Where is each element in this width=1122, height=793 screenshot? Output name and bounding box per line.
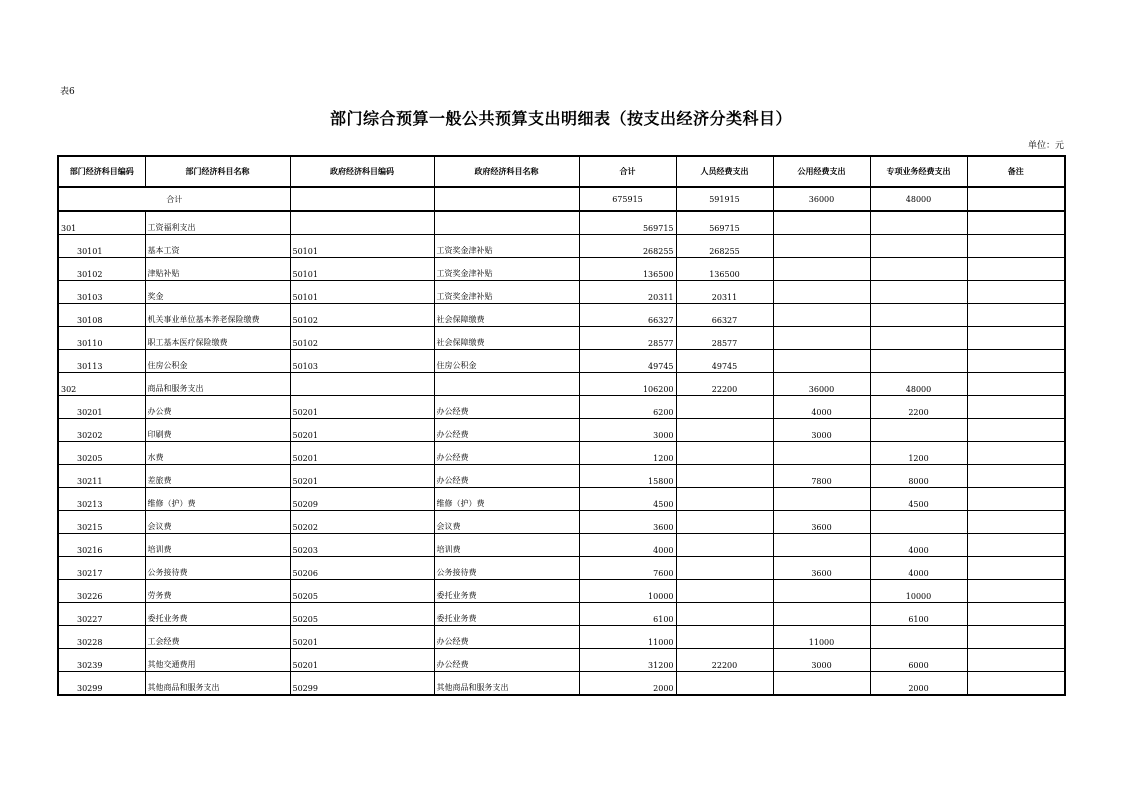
cell-special bbox=[870, 511, 967, 534]
cell-personnel bbox=[676, 419, 773, 442]
cell-special bbox=[870, 304, 967, 327]
cell-total: 6200 bbox=[579, 396, 676, 419]
cell-gov-name: 培训费 bbox=[434, 534, 579, 557]
cell-gov-name: 办公经费 bbox=[434, 649, 579, 672]
cell-total: 136500 bbox=[579, 258, 676, 281]
cell-public bbox=[773, 350, 870, 373]
cell-gov-name: 公务接待费 bbox=[434, 557, 579, 580]
cell-personnel bbox=[676, 603, 773, 626]
table-row bbox=[58, 258, 1065, 281]
cell-public: 7800 bbox=[773, 465, 870, 488]
cell-special: 6100 bbox=[870, 603, 967, 626]
table-row bbox=[58, 211, 1065, 235]
cell-gov-name: 办公经费 bbox=[434, 442, 579, 465]
cell-gov-name: 社会保障缴费 bbox=[434, 327, 579, 350]
cell-public: 3600 bbox=[773, 511, 870, 534]
cell-gov-name: 工资奖金津补贴 bbox=[434, 235, 579, 258]
cell-remarks bbox=[967, 327, 1065, 350]
cell-public bbox=[773, 672, 870, 696]
table-row bbox=[58, 235, 1065, 258]
cell-dept-name: 印刷费 bbox=[145, 419, 290, 442]
col-header-total: 合计 bbox=[579, 156, 676, 187]
cell-public bbox=[773, 281, 870, 304]
header-row bbox=[58, 156, 1065, 187]
cell-public bbox=[773, 488, 870, 511]
table-row bbox=[58, 672, 1065, 696]
table-row bbox=[58, 488, 1065, 511]
cell-dept-code: 302 bbox=[58, 373, 145, 396]
cell-gov-code: 50206 bbox=[290, 557, 434, 580]
cell-dept-code: 30213 bbox=[58, 488, 145, 511]
cell-special: 4000 bbox=[870, 557, 967, 580]
cell-personnel: 136500 bbox=[676, 258, 773, 281]
cell-public bbox=[773, 304, 870, 327]
cell-personnel bbox=[676, 534, 773, 557]
cell-public bbox=[773, 534, 870, 557]
cell-gov-name: 工资奖金津补贴 bbox=[434, 258, 579, 281]
cell-personnel: 268255 bbox=[676, 235, 773, 258]
table-row bbox=[58, 557, 1065, 580]
cell-dept-name: 培训费 bbox=[145, 534, 290, 557]
cell-dept-name: 其他商品和服务支出 bbox=[145, 672, 290, 696]
cell-remarks bbox=[967, 350, 1065, 373]
table-row bbox=[58, 350, 1065, 373]
cell-dept-code: 30201 bbox=[58, 396, 145, 419]
cell-gov-name: 办公经费 bbox=[434, 626, 579, 649]
cell-gov-code: 50201 bbox=[290, 626, 434, 649]
cell-gov-code: 50102 bbox=[290, 327, 434, 350]
cell-total: 3600 bbox=[579, 511, 676, 534]
cell-public bbox=[773, 603, 870, 626]
cell-dept-code: 30205 bbox=[58, 442, 145, 465]
budget-table bbox=[57, 155, 1066, 696]
cell-dept-name: 差旅费 bbox=[145, 465, 290, 488]
cell-dept-name: 商品和服务支出 bbox=[145, 373, 290, 396]
cell-special bbox=[870, 211, 967, 235]
cell-dept-code: 30113 bbox=[58, 350, 145, 373]
cell-gov-code: 50101 bbox=[290, 258, 434, 281]
col-header-public: 公用经费支出 bbox=[773, 156, 870, 187]
table-row bbox=[58, 373, 1065, 396]
cell-personnel bbox=[676, 626, 773, 649]
cell-public: 3600 bbox=[773, 557, 870, 580]
cell-dept-name: 津贴补贴 bbox=[145, 258, 290, 281]
total-row bbox=[58, 187, 1065, 211]
cell-personnel bbox=[676, 465, 773, 488]
cell-dept-name: 奖金 bbox=[145, 281, 290, 304]
cell-dept-name: 其他交通费用 bbox=[145, 649, 290, 672]
cell-gov-name: 工资奖金津补贴 bbox=[434, 281, 579, 304]
cell-public bbox=[773, 235, 870, 258]
cell-public: 3000 bbox=[773, 419, 870, 442]
cell-gov-code: 50209 bbox=[290, 488, 434, 511]
cell-total: 6100 bbox=[579, 603, 676, 626]
cell-dept-code: 30211 bbox=[58, 465, 145, 488]
cell-remarks bbox=[967, 626, 1065, 649]
cell-public bbox=[773, 258, 870, 281]
cell-public bbox=[773, 580, 870, 603]
cell-public bbox=[773, 211, 870, 235]
page-title: 部门综合预算一般公共预算支出明细表（按支出经济分类科目） bbox=[329, 109, 792, 128]
cell-public: 36000 bbox=[773, 373, 870, 396]
cell-dept-code: 301 bbox=[58, 211, 145, 235]
cell-gov-name: 委托业务费 bbox=[434, 580, 579, 603]
cell-gov-name bbox=[434, 211, 579, 235]
cell-remarks bbox=[967, 557, 1065, 580]
cell-total: 11000 bbox=[579, 626, 676, 649]
cell-total: 4000 bbox=[579, 534, 676, 557]
cell-remarks bbox=[967, 580, 1065, 603]
cell-dept-name: 机关事业单位基本养老保险缴费 bbox=[145, 304, 290, 327]
table-row bbox=[58, 626, 1065, 649]
cell-public: 3000 bbox=[773, 649, 870, 672]
total-special: 48000 bbox=[870, 187, 967, 211]
cell-public bbox=[773, 442, 870, 465]
total-label: 合计 bbox=[58, 187, 290, 211]
cell-remarks bbox=[967, 304, 1065, 327]
cell-dept-name: 住房公积金 bbox=[145, 350, 290, 373]
cell-remarks bbox=[967, 281, 1065, 304]
cell-dept-name: 工资福利支出 bbox=[145, 211, 290, 235]
total-sum: 675915 bbox=[579, 187, 676, 211]
table-row bbox=[58, 534, 1065, 557]
cell-gov-code: 50101 bbox=[290, 235, 434, 258]
cell-public bbox=[773, 327, 870, 350]
cell-dept-code: 30215 bbox=[58, 511, 145, 534]
cell-dept-name: 职工基本医疗保险缴费 bbox=[145, 327, 290, 350]
cell-special: 4000 bbox=[870, 534, 967, 557]
cell-total: 268255 bbox=[579, 235, 676, 258]
cell-dept-code: 30299 bbox=[58, 672, 145, 696]
cell-personnel: 20311 bbox=[676, 281, 773, 304]
cell-total: 3000 bbox=[579, 419, 676, 442]
col-header-gov-code: 政府经济科目编码 bbox=[290, 156, 434, 187]
cell-total: 1200 bbox=[579, 442, 676, 465]
cell-public: 11000 bbox=[773, 626, 870, 649]
cell-dept-name: 办公费 bbox=[145, 396, 290, 419]
cell-dept-name: 公务接待费 bbox=[145, 557, 290, 580]
total-personnel: 591915 bbox=[676, 187, 773, 211]
cell-personnel bbox=[676, 580, 773, 603]
cell-gov-code bbox=[290, 211, 434, 235]
cell-remarks bbox=[967, 534, 1065, 557]
cell-total: 10000 bbox=[579, 580, 676, 603]
cell-dept-code: 30202 bbox=[58, 419, 145, 442]
cell-dept-code: 30102 bbox=[58, 258, 145, 281]
cell-dept-code: 30110 bbox=[58, 327, 145, 350]
table-row bbox=[58, 465, 1065, 488]
cell-dept-name: 劳务费 bbox=[145, 580, 290, 603]
col-header-remarks: 备注 bbox=[967, 156, 1065, 187]
cell-special: 10000 bbox=[870, 580, 967, 603]
cell-personnel bbox=[676, 442, 773, 465]
table-row bbox=[58, 419, 1065, 442]
cell-remarks bbox=[967, 396, 1065, 419]
total-public: 36000 bbox=[773, 187, 870, 211]
cell-dept-code: 30101 bbox=[58, 235, 145, 258]
cell-total: 49745 bbox=[579, 350, 676, 373]
cell-dept-code: 30217 bbox=[58, 557, 145, 580]
cell-dept-code: 30226 bbox=[58, 580, 145, 603]
cell-remarks bbox=[967, 511, 1065, 534]
cell-gov-code: 50201 bbox=[290, 465, 434, 488]
cell-special: 6000 bbox=[870, 649, 967, 672]
cell-dept-name: 水费 bbox=[145, 442, 290, 465]
cell-total: 7600 bbox=[579, 557, 676, 580]
cell-personnel: 22200 bbox=[676, 649, 773, 672]
col-header-special: 专项业务经费支出 bbox=[870, 156, 967, 187]
cell-total: 66327 bbox=[579, 304, 676, 327]
cell-special: 1200 bbox=[870, 442, 967, 465]
cell-special: 48000 bbox=[870, 373, 967, 396]
cell-total: 15800 bbox=[579, 465, 676, 488]
cell-personnel bbox=[676, 672, 773, 696]
cell-personnel bbox=[676, 511, 773, 534]
cell-gov-code: 50102 bbox=[290, 304, 434, 327]
cell-gov-code: 50205 bbox=[290, 580, 434, 603]
cell-gov-name: 维修（护）费 bbox=[434, 488, 579, 511]
cell-special: 2000 bbox=[870, 672, 967, 696]
cell-dept-code: 30103 bbox=[58, 281, 145, 304]
cell-remarks bbox=[967, 373, 1065, 396]
cell-special bbox=[870, 626, 967, 649]
cell-gov-code: 50201 bbox=[290, 396, 434, 419]
cell-total: 2000 bbox=[579, 672, 676, 696]
table-row bbox=[58, 511, 1065, 534]
cell-gov-code: 50203 bbox=[290, 534, 434, 557]
cell-remarks bbox=[967, 211, 1065, 235]
total-gov-code bbox=[290, 187, 434, 211]
cell-dept-code: 30228 bbox=[58, 626, 145, 649]
cell-gov-code: 50205 bbox=[290, 603, 434, 626]
cell-total: 28577 bbox=[579, 327, 676, 350]
cell-personnel bbox=[676, 557, 773, 580]
cell-gov-code: 50299 bbox=[290, 672, 434, 696]
table-row bbox=[58, 649, 1065, 672]
cell-personnel bbox=[676, 488, 773, 511]
cell-special: 8000 bbox=[870, 465, 967, 488]
cell-gov-name: 办公经费 bbox=[434, 419, 579, 442]
cell-dept-name: 委托业务费 bbox=[145, 603, 290, 626]
cell-personnel bbox=[676, 396, 773, 419]
cell-gov-code: 50101 bbox=[290, 281, 434, 304]
cell-total: 4500 bbox=[579, 488, 676, 511]
cell-dept-name: 工会经费 bbox=[145, 626, 290, 649]
table-row bbox=[58, 396, 1065, 419]
unit-label: 单位：元 bbox=[1027, 141, 1064, 151]
table-row bbox=[58, 603, 1065, 626]
cell-special: 2200 bbox=[870, 396, 967, 419]
cell-personnel: 28577 bbox=[676, 327, 773, 350]
cell-dept-code: 30216 bbox=[58, 534, 145, 557]
cell-gov-code: 50103 bbox=[290, 350, 434, 373]
cell-personnel: 49745 bbox=[676, 350, 773, 373]
col-header-dept-code: 部门经济科目编码 bbox=[58, 156, 145, 187]
cell-gov-name: 住房公积金 bbox=[434, 350, 579, 373]
cell-dept-code: 30227 bbox=[58, 603, 145, 626]
cell-personnel: 66327 bbox=[676, 304, 773, 327]
cell-gov-name: 社会保障缴费 bbox=[434, 304, 579, 327]
cell-public: 4000 bbox=[773, 396, 870, 419]
cell-total: 569715 bbox=[579, 211, 676, 235]
cell-remarks bbox=[967, 465, 1065, 488]
cell-remarks bbox=[967, 258, 1065, 281]
col-header-gov-name: 政府经济科目名称 bbox=[434, 156, 579, 187]
table-row bbox=[58, 304, 1065, 327]
cell-gov-code: 50202 bbox=[290, 511, 434, 534]
cell-dept-name: 会议费 bbox=[145, 511, 290, 534]
cell-remarks bbox=[967, 672, 1065, 696]
cell-dept-code: 30108 bbox=[58, 304, 145, 327]
cell-special bbox=[870, 327, 967, 350]
cell-total: 20311 bbox=[579, 281, 676, 304]
cell-gov-name: 委托业务费 bbox=[434, 603, 579, 626]
cell-total: 106200 bbox=[579, 373, 676, 396]
cell-gov-name: 会议费 bbox=[434, 511, 579, 534]
cell-special: 4500 bbox=[870, 488, 967, 511]
cell-remarks bbox=[967, 419, 1065, 442]
cell-gov-name bbox=[434, 373, 579, 396]
col-header-personnel: 人员经费支出 bbox=[676, 156, 773, 187]
cell-gov-code: 50201 bbox=[290, 649, 434, 672]
cell-gov-code: 50201 bbox=[290, 419, 434, 442]
cell-remarks bbox=[967, 235, 1065, 258]
cell-dept-code: 30239 bbox=[58, 649, 145, 672]
cell-special bbox=[870, 281, 967, 304]
cell-gov-name: 办公经费 bbox=[434, 465, 579, 488]
table-row bbox=[58, 442, 1065, 465]
table-number: 表6 bbox=[60, 87, 75, 97]
cell-remarks bbox=[967, 649, 1065, 672]
total-remarks bbox=[967, 187, 1065, 211]
cell-remarks bbox=[967, 442, 1065, 465]
cell-special bbox=[870, 350, 967, 373]
cell-remarks bbox=[967, 603, 1065, 626]
table-row bbox=[58, 327, 1065, 350]
total-gov-name bbox=[434, 187, 579, 211]
table-row bbox=[58, 580, 1065, 603]
cell-remarks bbox=[967, 488, 1065, 511]
cell-special bbox=[870, 419, 967, 442]
table-row bbox=[58, 281, 1065, 304]
cell-gov-code bbox=[290, 373, 434, 396]
cell-dept-name: 维修（护）费 bbox=[145, 488, 290, 511]
cell-gov-name: 其他商品和服务支出 bbox=[434, 672, 579, 696]
cell-total: 31200 bbox=[579, 649, 676, 672]
cell-personnel: 22200 bbox=[676, 373, 773, 396]
cell-special bbox=[870, 258, 967, 281]
cell-gov-code: 50201 bbox=[290, 442, 434, 465]
cell-personnel: 569715 bbox=[676, 211, 773, 235]
cell-dept-name: 基本工资 bbox=[145, 235, 290, 258]
col-header-dept-name: 部门经济科目名称 bbox=[145, 156, 290, 187]
cell-special bbox=[870, 235, 967, 258]
cell-gov-name: 办公经费 bbox=[434, 396, 579, 419]
